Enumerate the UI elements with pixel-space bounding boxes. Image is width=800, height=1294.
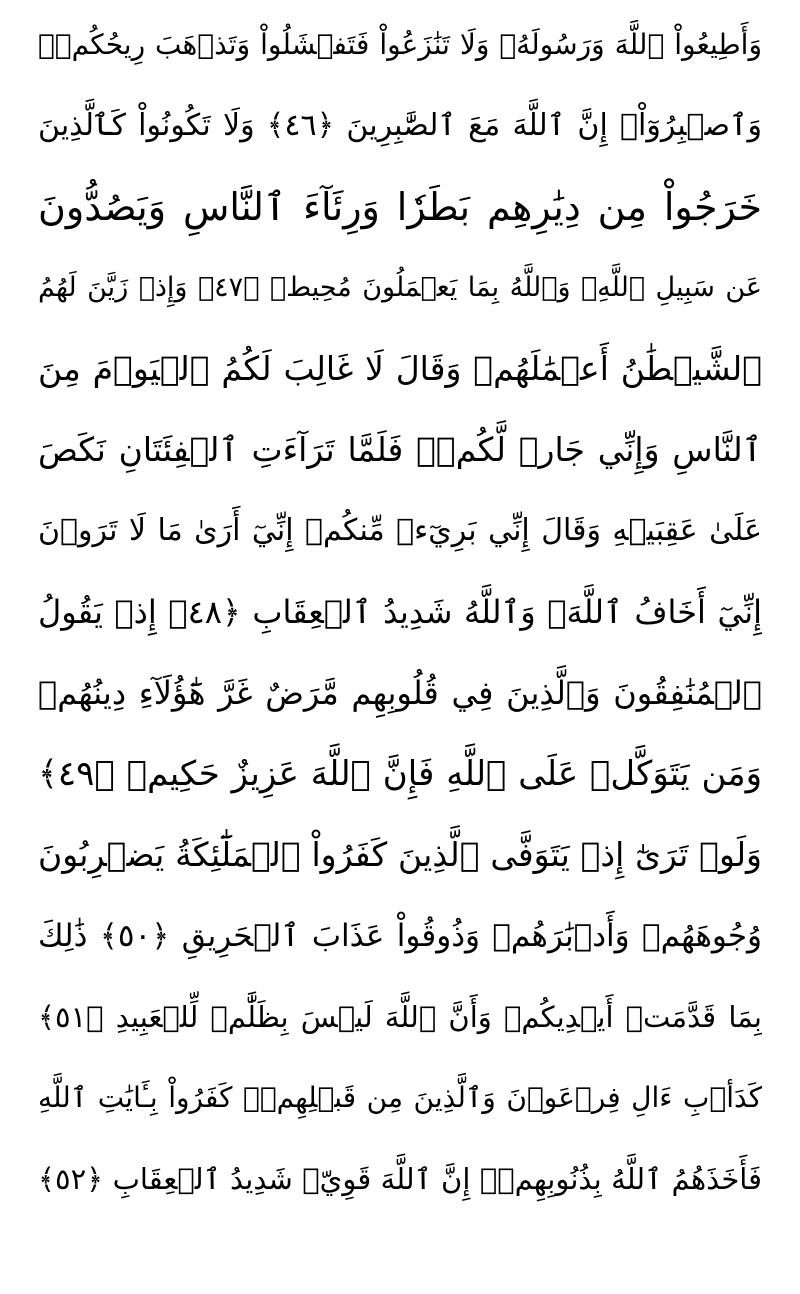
verse-line-text: بِمَا قَدَّمَتۡ أَيۡدِيكُمۡ وَأَنَّ ٱللَّهَ لَيۡسَ بِظَلَّٰمٖ لِّلۡعَبِيدِ ﴿٥١﴾ <box>38 999 762 1034</box>
verse-line-text: وُجُوهَهُمۡ وَأَدۡبَٰرَهُمۡ وَذُوقُواْ عَذَابَ ٱلۡحَرِيقِ ﴿٥٠﴾ ذَٰلِكَ <box>38 917 762 954</box>
verse-line-14 <box>38 1057 762 1138</box>
verse-line-10 <box>38 733 762 814</box>
verse-line-text: وَٱصۡبِرُوٓاْۚ إِنَّ ٱللَّهَ مَعَ ٱلصَّٰبِرِينَ ﴿٤٦﴾ وَلَا تَكُونُواْ كَٱلَّذِينَ <box>38 108 762 143</box>
verse-line-text: عَلَىٰ عَقِبَيۡهِ وَقَالَ إِنِّي بَرِيٓءٞ مِّنكُمۡ إِنِّيٓ أَرَىٰ مَا لَا تَرَوۡنَ <box>38 513 762 548</box>
verse-line-text: إِنِّيٓ أَخَافُ ٱللَّهَۚ وَٱللَّهُ شَدِيدُ ٱلۡعِقَابِ ﴿٤٨﴾ إِذۡ يَقُولُ <box>38 592 762 631</box>
verse-line-text: خَرَجُواْ مِن دِيَٰرِهِم بَطَرٗا وَرِئَآءَ ٱلنَّاسِ وَيَصُدُّونَ <box>38 184 762 229</box>
verse-line-15 <box>38 1138 762 1219</box>
verse-line-text: فَأَخَذَهُمُ ٱللَّهُ بِذُنُوبِهِمۡۚ إِنَّ ٱللَّهَ قَوِيّٞ شَدِيدُ ٱلۡعِقَابِ ﴿٥٢﴾ <box>38 1161 762 1196</box>
verse-line-6 <box>38 409 762 490</box>
verse-line-3 <box>38 166 762 247</box>
verse-line-text: ٱلۡمُنَٰفِقُونَ وَٱلَّذِينَ فِي قُلُوبِهِم مَّرَضٌ غَرَّ هَٰٓؤُلَآءِ دِينُهُمۗ <box>38 673 762 712</box>
verse-line-text: وَمَن يَتَوَكَّلۡ عَلَى ٱللَّهِ فَإِنَّ ٱللَّهَ عَزِيزٌ حَكِيمٞ ﴿٤٩﴾ <box>38 754 762 794</box>
verse-line-text: وَأَطِيعُواْ ٱللَّهَ وَرَسُولَهُۥ وَلَا تَنَٰزَعُواْ فَتَفۡشَلُواْ وَتَذۡهَبَ رِيحُكُمۡۖ <box>38 28 762 61</box>
verse-line-2 <box>38 85 762 166</box>
verse-line-12 <box>38 895 762 976</box>
verse-line-11 <box>38 814 762 895</box>
verse-line-text: وَلَوۡ تَرَىٰٓ إِذۡ يَتَوَفَّى ٱلَّذِينَ كَفَرُواْ ٱلۡمَلَٰٓئِكَةُ يَضۡرِبُونَ <box>38 835 762 874</box>
verse-line-4 <box>38 247 762 328</box>
verse-line-text: كَدَأۡبِ ءَالِ فِرۡعَوۡنَ وَٱلَّذِينَ مِن قَبۡلِهِمۡۚ كَفَرُواْ بِـَٔايَٰتِ ٱللَّهِ <box>38 1081 762 1114</box>
verse-line-1 <box>38 4 762 85</box>
verse-line-13 <box>38 976 762 1057</box>
verse-line-text: عَن سَبِيلِ ٱللَّهِۚ وَٱللَّهُ بِمَا يَعۡمَلُونَ مُحِيطٞ ﴿٤٧﴾ وَإِذۡ زَيَّنَ لَهُمُ <box>38 272 762 303</box>
verse-line-9 <box>38 652 762 733</box>
verse-line-7 <box>38 490 762 571</box>
verse-line-5 <box>38 328 762 409</box>
verse-line-text: ٱلنَّاسِ وَإِنِّي جَارٞ لَّكُمۡۖ فَلَمَّا تَرَآءَتِ ٱلۡفِئَتَانِ نَكَصَ <box>38 430 762 469</box>
verse-line-8 <box>38 571 762 652</box>
verse-line-text: ٱلشَّيۡطَٰنُ أَعۡمَٰلَهُمۡ وَقَالَ لَا غَالِبَ لَكُمُ ٱلۡيَوۡمَ مِنَ <box>38 349 762 388</box>
